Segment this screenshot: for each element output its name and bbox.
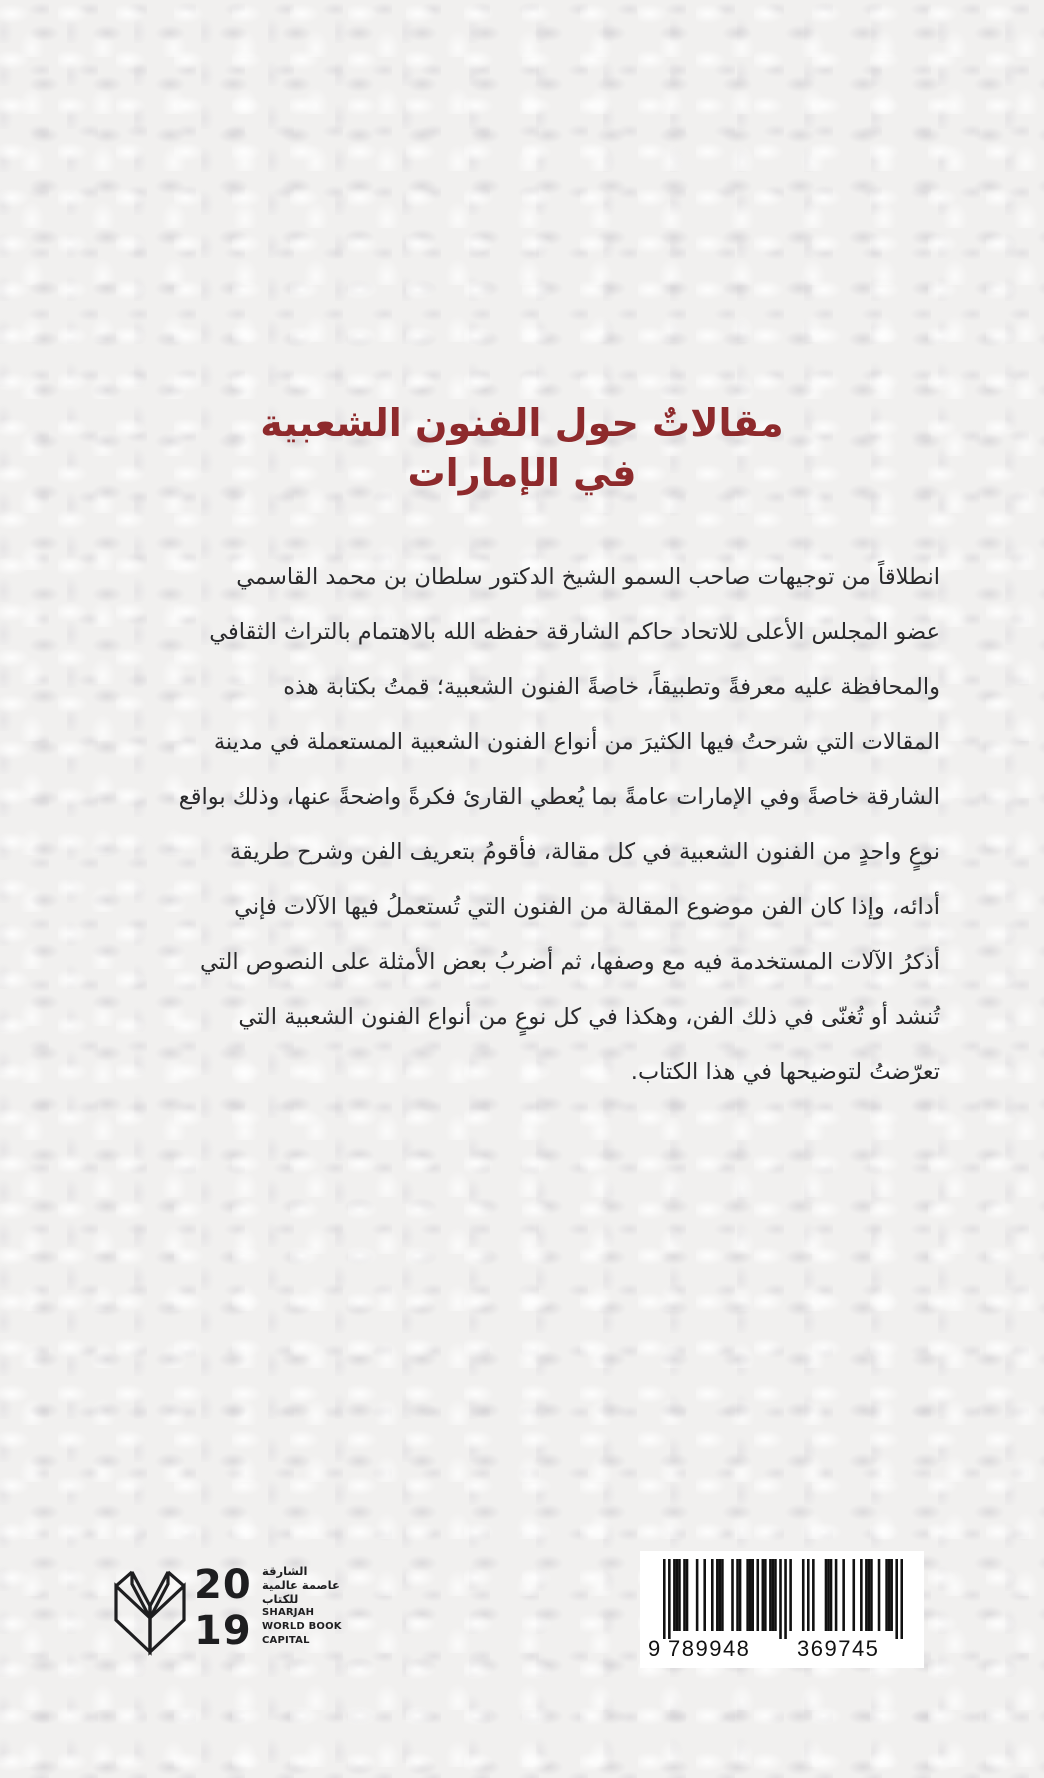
barcode-bar [696,1559,699,1631]
book-title-line-1: مقالاتٌ حول الفنون الشعبية [260,401,784,445]
barcode-bar [683,1559,686,1631]
barcode-bar [895,1559,898,1639]
barcode-bar [878,1559,881,1631]
blurb-line: أدائه، وإذا كان الفن موضوع المقالة من الفنون التي تُستعملُ فيها الآلات فإني [234,894,940,920]
blurb-line: نوعٍ واحدٍ من الفنون الشعبية في كل مقالة، فأقومُ بتعريف الفن وشرح طريقة [229,839,940,865]
barcode-bar [835,1559,838,1631]
barcode-bar [731,1559,734,1631]
barcode-right-group: 369745 [797,1636,880,1661]
logo-arabic-line: عاصمة عالمية [262,1578,340,1592]
barcode-bar [676,1559,679,1631]
barcode-bar [703,1559,706,1631]
barcode-bar [686,1559,689,1631]
barcode-bar [870,1559,873,1631]
logo-arabic-line: الشارقة [262,1564,308,1578]
barcode-bar [673,1559,676,1631]
open-book-icon [112,1566,188,1656]
barcode-bar [779,1559,782,1639]
barcode-bar [900,1559,903,1639]
barcode-left-group: 789948 [668,1636,751,1661]
barcode-bar [668,1559,671,1639]
logo-english-line: SHARJAH [262,1607,315,1618]
logo-year [194,1562,254,1654]
barcode-bar [830,1559,833,1631]
blurb-line: الشارقة خاصةً وفي الإمارات عامةً بما يُعطي القارئ فكرةً واضحةً عنها، وذلك بواقع [178,784,940,810]
blurb-line: المقالات التي شرحتُ فيها الكثيرَ من أنواع الفنون الشعبية المستعملة في مدينة [213,729,940,755]
barcode-bar [751,1559,754,1631]
logo-english-line: WORLD BOOK [262,1621,342,1632]
barcode-bars [663,1559,903,1639]
sharjah-world-book-capital-logo [112,1562,352,1658]
barcode-bar [865,1559,868,1631]
barcode-bar [678,1559,681,1631]
barcode-bar [827,1559,830,1631]
barcode-bar [769,1559,772,1631]
barcode-bar [807,1559,810,1631]
barcode-bar [774,1559,777,1631]
barcode-bar [764,1559,767,1631]
book-title [0,398,1044,498]
logo-year-top: 20 [194,1562,252,1608]
barcode-bar [749,1559,752,1631]
barcode-bar [784,1559,787,1639]
barcode-bar [812,1559,815,1631]
barcode-bar [868,1559,871,1631]
barcode-bar [739,1559,742,1631]
barcode-bar [842,1559,845,1631]
barcode-bar [825,1559,828,1631]
blurb-line: تعرّضتُ لتوضيحها في هذا الكتاب. [630,1059,940,1085]
barcode-bar [756,1559,759,1631]
barcode-bar [772,1559,775,1631]
barcode-bar [721,1559,724,1631]
barcode-bar [802,1559,805,1631]
barcode-bar [860,1559,863,1631]
logo-caption [262,1564,362,1648]
barcode-bar [736,1559,739,1631]
blurb-line: أذكرُ الآلات المستخدمة فيه مع وصفها، ثم أضربُ بعض الأمثلة على النصوص التي [199,949,940,975]
barcode-bar [762,1559,765,1631]
barcode-bar [746,1559,749,1631]
barcode-bar [711,1559,714,1631]
barcode-bar [852,1559,855,1631]
blurb-line: والمحافظة عليه معرفةً وتطبيقاً، خاصةً الفنون الشعبية؛ قمتُ بكتابة هذه [283,674,940,700]
blurb-line: عضو المجلس الأعلى للاتحاد حاكم الشارقة حفظه الله بالاهتمام بالتراث الثقافي [209,619,940,645]
back-cover-blurb [140,550,940,1100]
barcode-first-digit: 9 [648,1636,662,1661]
book-title-line-2: في الإمارات [407,451,637,495]
blurb-line: انطلاقاً من توجيهات صاحب السمو الشيخ الدكتور سلطان بن محمد القاسمي [236,564,940,590]
barcode-bar [890,1559,893,1631]
barcode-bar [663,1559,666,1639]
barcode-bar [888,1559,891,1631]
blurb-line: تُنشد أو تُغنّى في ذلك الفن، وهكذا في كل نوعٍ من أنواع الفنون الشعبية التي [238,1004,940,1030]
barcode-bar [719,1559,722,1631]
logo-arabic-line: للكتاب [262,1592,299,1606]
logo-year-bottom: 19 [194,1608,252,1654]
logo-english-line: CAPITAL [262,1635,310,1646]
barcode-bar [789,1559,792,1631]
barcode-bar [716,1559,719,1631]
isbn-barcode [640,1551,924,1668]
barcode-bar [885,1559,888,1631]
